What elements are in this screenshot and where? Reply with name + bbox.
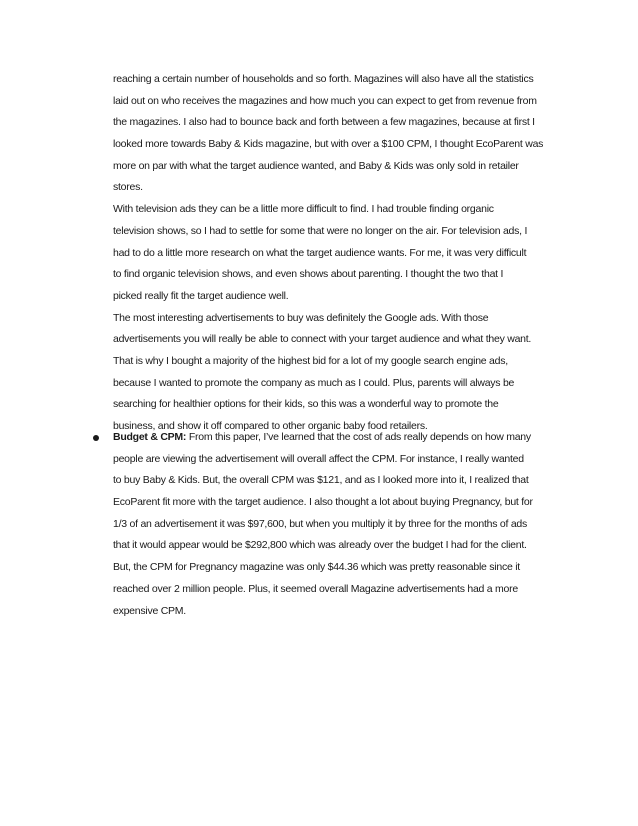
text-line: had to do a little more research on what the target audience wants. For me, it was very difficult	[113, 246, 527, 259]
text-line: that it would appear would be $292,800 which was already over the budget I had for the client.	[113, 539, 527, 552]
text-line: stores.	[113, 181, 143, 194]
text-line: reached over 2 million people. Plus, it seemed overall Magazine advertisements had a more	[113, 582, 518, 595]
bullet-item-budget-cpm	[113, 427, 575, 622]
text-line: more on par with what the target audience wanted, and Baby & Kids was only sold in retailer	[113, 159, 519, 172]
text-line: business, and show it off compared to other organic baby food retailers.	[113, 420, 428, 432]
text-line: because I wanted to promote the company as much as I could. Plus, parents will always be	[113, 376, 515, 389]
text-line: advertisements you will really be able to connect with your target audience and what they want.	[113, 333, 532, 346]
text-line: 1/3 of an advertisement it was $97,600, but when you multiply it by three for the months of ads	[113, 517, 527, 530]
paragraph-block	[113, 69, 575, 438]
text-line: That is why I bought a majority of the highest bid for a lot of my google search engine ads,	[113, 354, 508, 367]
bullet-first-line	[113, 427, 575, 449]
text-line: to find organic television shows, and even shows about parenting. I thought the two that I	[113, 268, 504, 281]
text-line: reaching a certain number of households and so forth. Magazines will also have all the statistics	[113, 73, 534, 85]
text-line: laid out on who receives the magazines and how much you can expect to get from revenue from	[113, 94, 537, 107]
text-line: looked more towards Baby & Kids magazine, but with over a $100 CPM, I thought EcoParent was	[113, 138, 544, 151]
text-line: The most interesting advertisements to buy was definitely the Google ads. With those	[113, 311, 489, 324]
text-line: to buy Baby & Kids. But, the overall CPM was $121, and as I looked more into it, I realized that	[113, 474, 529, 487]
bullet-heading: Budget & CPM:	[113, 431, 187, 443]
bullet-icon	[93, 435, 99, 441]
text-line: television shows, so I had to settle for some that were no longer on the air. For television ads, I	[113, 224, 528, 237]
text-line: But, the CPM for Pregnancy magazine was only $44.36 which was pretty reasonable since it	[113, 561, 520, 574]
text-line: the magazines. I also had to bounce back and forth between a few magazines, because at first I	[113, 116, 535, 129]
text-line: picked really fit the target audience well.	[113, 289, 289, 302]
text-line: searching for healthier options for their kids, so this was a wonderful way to promote the	[113, 398, 499, 411]
bullet-first-line-text: From this paper, I’ve learned that the cost of ads really depends on how many	[186, 431, 531, 443]
text-line: EcoParent fit more with the target audience. I also thought a lot about buying Pregnancy, but for	[113, 496, 533, 509]
text-line: With television ads they can be a little more difficult to find. I had trouble finding organic	[113, 203, 494, 216]
text-line: people are viewing the advertisement will overall affect the CPM. For instance, I really wanted	[113, 452, 524, 465]
text-line: expensive CPM.	[113, 604, 186, 617]
